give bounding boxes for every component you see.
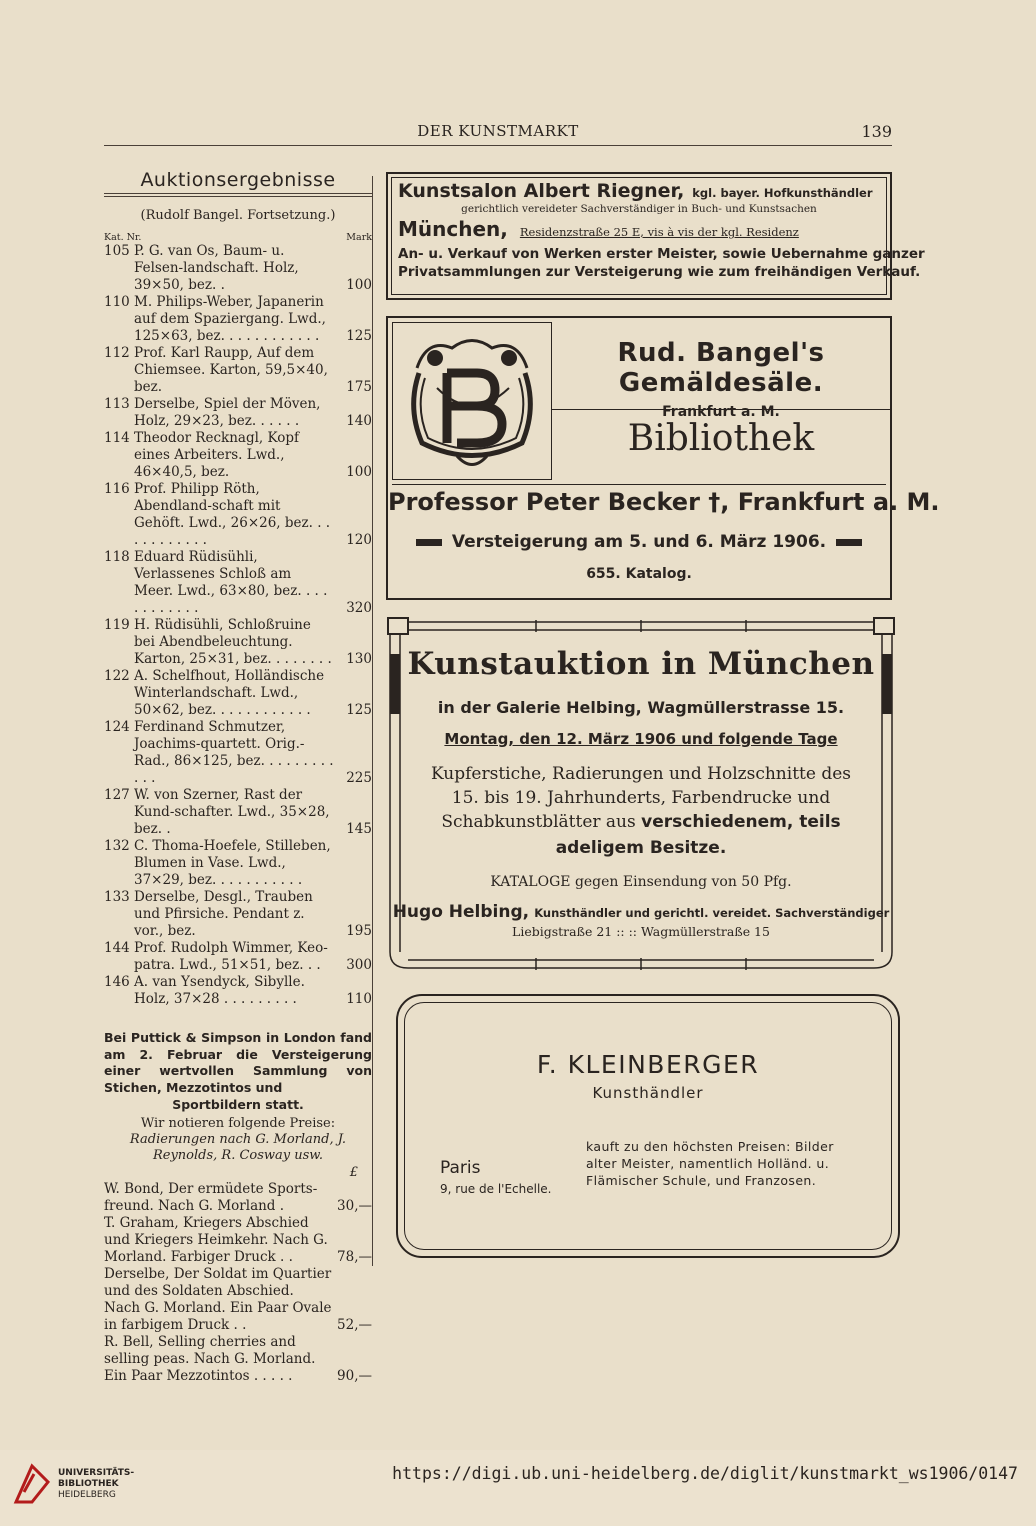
university-logo-icon <box>12 1462 52 1506</box>
entry-number: 122 <box>104 668 130 684</box>
helbing-name-line <box>386 902 896 922</box>
entry-text: C. Thoma-Hoefele, Stilleben, Blumen in Vase. Lwd., 37×29, bez. . . . . . . . . . . <box>134 838 331 888</box>
helbing-name: Hugo Helbing, <box>392 902 530 922</box>
entry-price: 120 <box>346 532 372 548</box>
auction-entry <box>104 481 372 549</box>
entry-number: 132 <box>104 838 130 854</box>
library-logo-text <box>58 1468 134 1501</box>
entry-price: 195 <box>346 923 372 939</box>
entry-price: 175 <box>346 379 372 395</box>
price-entries <box>104 1181 372 1385</box>
auction-entry <box>104 787 372 838</box>
bar-right-icon <box>836 539 862 546</box>
entry-price: 100 <box>346 464 372 480</box>
entry-text: Prof. Philipp Röth, Abendland-schaft mit Gehöft. Lwd., 26×26, bez. . . . . . . . . . . . <box>134 481 331 548</box>
bangel-monogram-icon <box>397 328 547 474</box>
entry-text: H. Rüdisühli, Schloßruine bei Abendbeleuchtung. Karton, 25×31, bez. . . . . . . . <box>134 617 332 667</box>
riegner-title: kgl. bayer. Hofkunsthändler <box>692 186 873 200</box>
puttick-paragraph: Bei Puttick & Simpson in London fand am 2. Februar die Versteigerung einer wertvollen Sammlung von Stichen, Mezzotintos und <box>104 1030 372 1095</box>
logo-line1: UNIVERSITÄTS- <box>58 1468 135 1478</box>
entry-number: 119 <box>104 617 130 633</box>
bangel-catalog: 655. Katalog. <box>586 566 692 582</box>
price-entry-text: W. Bond, Der ermüdete Sports-freund. Nach G. Morland . <box>104 1181 318 1214</box>
entry-price: 125 <box>346 702 372 718</box>
page-number: 139 <box>861 122 892 141</box>
helbing-catalog: KATALOGE gegen Einsendung von 50 Pfg. <box>490 874 792 890</box>
bangel-title: Rud. Bangel's Gemäldesäle. <box>617 338 825 398</box>
column-divider <box>372 176 373 1266</box>
price-entry-text: Derselbe, Der Soldat im Quartier und des Soldaten Abschied. Nach G. Morland. Ein Paar Ovale in farbigem Druck . . <box>104 1266 332 1333</box>
helbing-sub: in der Galerie Helbing, Wagmüllerstrasse 15. <box>437 698 845 717</box>
price-entry <box>104 1215 372 1266</box>
bangel-divider <box>392 484 886 485</box>
helbing-body3-line <box>386 812 896 832</box>
column-header <box>104 232 372 243</box>
italic-heading: Radierungen nach G. Morland, J. Reynolds, R. Cosway usw. <box>129 1132 347 1163</box>
auction-entry <box>104 889 372 940</box>
entry-text: P. G. van Os, Baum- u. Felsen-landschaft. Holz, 39×50, bez. . <box>134 243 299 293</box>
riegner-name: Kunstsalon Albert Riegner, <box>398 180 685 202</box>
entry-number: 124 <box>104 719 130 735</box>
bangel-city: Frankfurt a. M. <box>662 404 780 420</box>
riegner-expert: gerichtlich vereideter Sachverständiger in Buch- und Kunstsachen <box>461 203 817 215</box>
entry-number: 105 <box>104 243 130 259</box>
helbing-body4: adeligem Besitze. <box>555 838 727 858</box>
permalink-url[interactable]: https://digi.ub.uni-heidelberg.de/diglit/kunstmarkt_ws1906/0147 <box>392 1464 1018 1483</box>
kleinberger-role: Kunsthändler <box>592 1084 704 1102</box>
left-column <box>104 169 372 1385</box>
price-entry <box>104 1334 372 1385</box>
entry-text: A. Schelfhout, Holländische Winterlandschaft. Lwd., 50×62, bez. . . . . . . . . . . . <box>134 668 325 718</box>
entry-number: 133 <box>104 889 130 905</box>
auction-entry <box>104 617 372 668</box>
price-entry-value: 90,— <box>337 1368 372 1384</box>
bangel-owner: Professor Peter Becker †, Frankfurt a. M. <box>388 488 940 516</box>
riegner-line4: An- u. Verkauf von Werken erster Meister, sowie Uebernahme ganzer <box>398 246 925 262</box>
auction-entry <box>104 430 372 481</box>
entry-text: A. van Ysendyck, Sibylle. Holz, 37×28 . . . . . . . . . <box>134 974 305 1007</box>
double-rule <box>104 193 372 197</box>
kleinberger-street: 9, rue de l'Echelle. <box>440 1182 552 1196</box>
bangel-bibliothek: Bibliothek <box>627 418 815 459</box>
entry-number: 113 <box>104 396 130 412</box>
auction-entry <box>104 396 372 430</box>
entry-text: Derselbe, Spiel der Möven, Holz, 29×23, bez. . . . . . <box>134 396 321 429</box>
section-title: Auktionsergebnisse <box>140 169 336 191</box>
entry-number: 110 <box>104 294 130 310</box>
helbing-body3: Schabkunstblätter aus <box>441 812 636 832</box>
entry-price: 110 <box>346 991 372 1007</box>
helbing-address: Liebigstraße 21 :: :: Wagmüllerstraße 15 <box>512 924 770 939</box>
auction-entry <box>104 719 372 787</box>
entry-number: 127 <box>104 787 130 803</box>
entry-price: 130 <box>346 651 372 667</box>
logo-line3: HEIDELBERG <box>58 1490 116 1500</box>
running-head <box>104 122 892 146</box>
ad-bangel <box>386 316 940 600</box>
running-title: DER KUNSTMARKT <box>417 122 579 140</box>
logo-line2: BIBLIOTHEK <box>58 1479 119 1489</box>
entry-text: Eduard Rüdisühli, Verlassenes Schloß am Meer. Lwd., 63×80, bez. . . . . . . . . . . . <box>134 549 328 616</box>
kleinberger-text2: alter Meister, namentlich Holländ. u. <box>586 1156 830 1171</box>
helbing-role: Kunsthändler und gerichtl. vereidet. Sachverständiger <box>534 906 890 920</box>
entry-price: 125 <box>346 328 372 344</box>
entry-text: Theodor Recknagl, Kopf eines Arbeiters. Lwd., 46×40,5, bez. <box>134 430 299 480</box>
auction-entry <box>104 294 372 345</box>
auction-entry <box>104 974 372 1008</box>
auction-entry <box>104 668 372 719</box>
entry-text: Ferdinand Schmutzer, Joachims-quartett. Orig.-Rad., 86×125, bez. . . . . . . . . . . . <box>134 719 334 786</box>
col-mark: Mark <box>346 232 372 243</box>
entry-number: 118 <box>104 549 130 565</box>
entry-number: 144 <box>104 940 130 956</box>
entry-text: W. von Szerner, Rast der Kund-schafter. Lwd., 35×28, bez. . <box>134 787 330 837</box>
entry-price: 140 <box>346 413 372 429</box>
ad-helbing <box>386 614 896 974</box>
price-entry-text: R. Bell, Selling cherries and selling peas. Nach G. Morland. Ein Paar Mezzotintos . . . . . <box>104 1334 316 1384</box>
ad-kleinberger <box>396 994 900 1258</box>
entry-price: 300 <box>346 957 372 973</box>
helbing-title: Kunstauktion in München <box>407 646 875 682</box>
entry-number: 116 <box>104 481 130 497</box>
col-cat-nr: Kat. Nr. <box>104 232 142 243</box>
bangel-auction: Versteigerung am 5. und 6. März 1906. <box>451 532 827 552</box>
riegner-address: Residenzstraße 25 E, vis à vis der kgl. Residenz <box>519 225 799 239</box>
bangel-logo-frame <box>392 322 552 480</box>
pound-sign: £ <box>349 1165 358 1180</box>
kleinberger-inner-border <box>404 1002 892 1250</box>
helbing-date: Montag, den 12. März 1906 und folgende Tage <box>444 730 838 748</box>
prices-note: Wir notieren folgende Preise: <box>140 1116 336 1131</box>
auction-entry <box>104 345 372 396</box>
ad-riegner <box>386 172 925 300</box>
riegner-line5: Privatsammlungen zur Versteigerung wie zum freihändigen Verkauf. <box>398 264 921 280</box>
entry-text: Prof. Karl Raupp, Auf dem Chiemsee. Karton, 59,5×40, bez. <box>134 345 328 395</box>
subtitle: (Rudolf Bangel. Fortsetzung.) <box>140 208 336 223</box>
price-entry <box>104 1181 372 1215</box>
kleinberger-text3: Flämischer Schule, und Franzosen. <box>586 1173 817 1188</box>
price-entry-value: 78,— <box>337 1249 372 1265</box>
auction-entry <box>104 243 372 294</box>
entry-number: 114 <box>104 430 130 446</box>
entry-number: 146 <box>104 974 130 990</box>
auction-entry <box>104 549 372 617</box>
entry-text: Derselbe, Desgl., Trauben und Pfirsiche. Pendant z. vor., bez. <box>134 889 313 939</box>
riegner-city: München, <box>398 217 508 241</box>
entry-price: 225 <box>346 770 372 786</box>
kleinberger-text <box>586 1138 834 1189</box>
helbing-body1: Kupferstiche, Radierungen und Holzschnitte des <box>430 764 851 784</box>
price-entry-value: 52,— <box>337 1317 372 1333</box>
kleinberger-text1: kauft zu den höchsten Preisen: Bilder <box>586 1139 834 1154</box>
helbing-body3b: verschiedenem, teils <box>641 812 841 832</box>
entry-price: 100 <box>346 277 372 293</box>
helbing-body2: 15. bis 19. Jahrhunderts, Farbendrucke und <box>451 788 831 808</box>
kleinberger-name: F. KLEINBERGER <box>536 1050 760 1079</box>
entry-text: M. Philips-Weber, Japanerin auf dem Spaziergang. Lwd., 125×63, bez. . . . . . . . . . . . <box>134 294 326 344</box>
auction-entry <box>104 940 372 974</box>
entry-number: 112 <box>104 345 130 361</box>
entry-price: 320 <box>346 600 372 616</box>
price-entry <box>104 1266 372 1334</box>
auction-entries <box>104 243 372 1008</box>
kleinberger-city: Paris <box>440 1158 481 1178</box>
entry-price: 145 <box>346 821 372 837</box>
price-entry-text: T. Graham, Kriegers Abschied und Kriegers Heimkehr. Nach G. Morland. Farbiger Druck . . <box>104 1215 328 1265</box>
price-entry-value: 30,— <box>337 1198 372 1214</box>
auction-entry <box>104 838 372 889</box>
puttick-paragraph-end: Sportbildern statt. <box>172 1097 304 1112</box>
bar-left-icon <box>416 539 442 546</box>
footer-bar <box>0 1450 1036 1526</box>
entry-text: Prof. Rudolph Wimmer, Keo-patra. Lwd., 51×51, bez. . . <box>134 940 328 973</box>
